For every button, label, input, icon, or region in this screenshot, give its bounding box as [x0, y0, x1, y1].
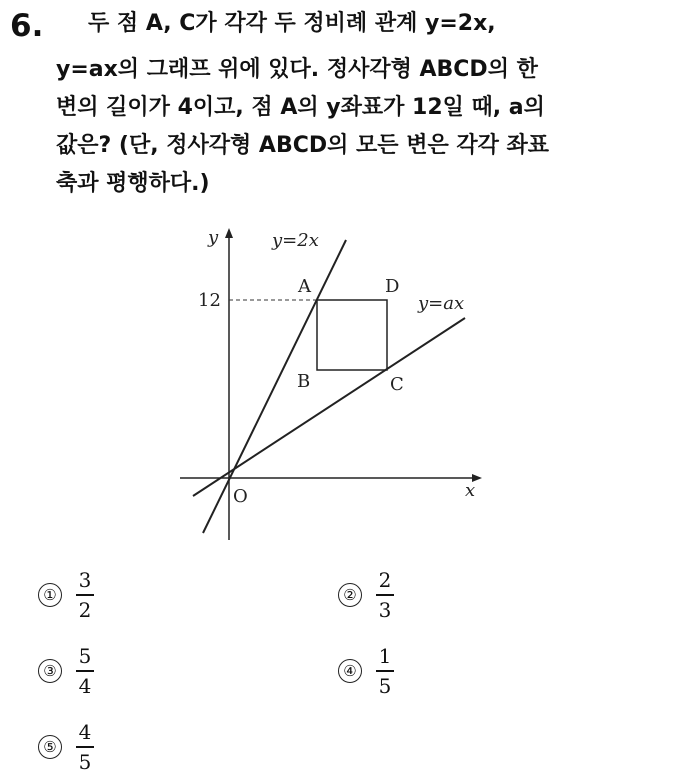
question-line-2: y=ax의 그래프 위에 있다. 정사각형 ABCD의 한 [56, 57, 538, 82]
x-axis-label: x [465, 480, 476, 501]
point-c-label: C [390, 374, 404, 395]
choice-4-denominator: 5 [378, 673, 392, 698]
choice-3-numerator: 5 [78, 644, 92, 668]
line-y-ax [193, 318, 465, 496]
line-y-2x [203, 240, 346, 533]
choice-5-numerator: 4 [78, 720, 92, 744]
choice-5[interactable] [38, 719, 94, 775]
question-number: 6. [10, 8, 44, 44]
choice-4-fraction [376, 643, 394, 699]
choice-2-denominator: 3 [378, 597, 392, 622]
choice-2-marker: ② [338, 583, 362, 607]
choice-3-marker: ③ [38, 659, 62, 683]
choice-1-marker: ① [38, 583, 62, 607]
question-line-3: 변의 길이가 4이고, 점 A의 y좌표가 12일 때, a의 [56, 95, 545, 120]
fraction-bar [376, 594, 394, 596]
line-ax-label: y=ax [418, 293, 465, 314]
choice-1[interactable] [38, 567, 94, 623]
choice-1-numerator: 3 [78, 568, 92, 592]
question-line-1: 두 점 A, C가 각각 두 정비례 관계 y=2x, [88, 11, 496, 36]
choice-3-denominator: 4 [78, 673, 92, 698]
choice-5-denominator: 5 [78, 749, 92, 774]
choice-5-fraction [76, 719, 94, 775]
fraction-bar [376, 670, 394, 672]
fraction-bar [76, 746, 94, 748]
choice-3[interactable] [38, 643, 94, 699]
choice-3-fraction [76, 643, 94, 699]
tick-label-12: 12 [198, 290, 221, 311]
point-b-label: B [297, 371, 311, 392]
choice-1-denominator: 2 [78, 597, 92, 622]
fraction-bar [76, 670, 94, 672]
y-axis-label: y [208, 227, 219, 248]
choice-2-numerator: 2 [378, 568, 392, 592]
point-a-label: A [298, 276, 311, 297]
square-abcd [317, 300, 387, 370]
fraction-bar [76, 594, 94, 596]
choice-1-fraction [76, 567, 94, 623]
question-line-4: 값은? (단, 정사각형 ABCD의 모든 변은 각각 좌표 [56, 133, 550, 158]
point-d-label: D [385, 276, 400, 297]
choice-4-numerator: 1 [378, 644, 392, 668]
choice-2[interactable] [338, 567, 394, 623]
y-axis-arrow [225, 228, 233, 238]
origin-label: O [233, 486, 248, 507]
choice-5-marker: ⑤ [38, 735, 62, 759]
line-2x-label: y=2x [272, 230, 319, 251]
choice-4[interactable] [338, 643, 394, 699]
question-line-5: 축과 평행하다.) [56, 171, 210, 196]
choice-4-marker: ④ [338, 659, 362, 683]
choice-2-fraction [376, 567, 394, 623]
